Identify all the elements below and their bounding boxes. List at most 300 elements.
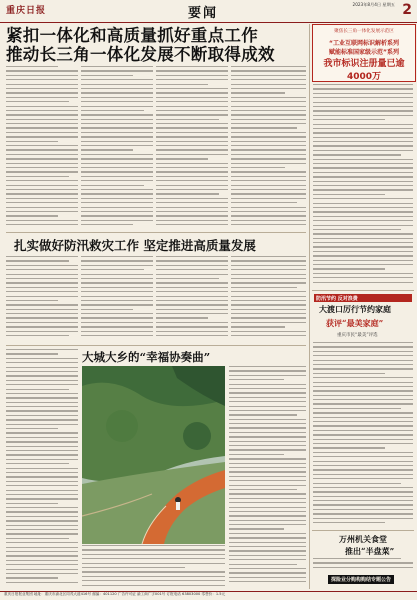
text-line bbox=[6, 291, 78, 292]
text-line bbox=[156, 180, 228, 181]
text-line bbox=[6, 167, 78, 168]
text-line bbox=[6, 141, 58, 142]
text-line bbox=[6, 256, 78, 257]
text-line bbox=[229, 445, 306, 446]
article-text-column bbox=[156, 256, 228, 342]
text-line bbox=[229, 568, 306, 569]
article-text-column bbox=[81, 256, 153, 342]
text-line bbox=[231, 123, 306, 124]
text-line bbox=[6, 573, 78, 574]
text-line bbox=[6, 304, 78, 305]
text-line bbox=[231, 127, 297, 128]
text-line bbox=[313, 185, 413, 186]
text-line bbox=[81, 220, 153, 221]
text-line bbox=[81, 119, 153, 120]
text-line bbox=[313, 447, 385, 448]
text-line bbox=[231, 132, 306, 133]
text-line bbox=[81, 171, 153, 172]
text-line bbox=[313, 172, 413, 173]
text-line bbox=[156, 331, 228, 332]
text-line bbox=[313, 439, 413, 440]
text-line bbox=[313, 282, 413, 283]
frugal-article-title-line1: 大渡口厉行节约家庭 bbox=[319, 304, 391, 314]
text-line bbox=[229, 366, 306, 367]
text-line bbox=[229, 471, 306, 472]
text-line bbox=[229, 449, 306, 450]
text-line bbox=[6, 564, 78, 565]
text-line bbox=[313, 102, 413, 103]
text-line bbox=[156, 300, 228, 301]
text-line bbox=[81, 145, 153, 146]
text-line bbox=[313, 277, 413, 278]
text-line bbox=[6, 582, 78, 583]
text-line bbox=[6, 269, 78, 270]
text-line bbox=[6, 296, 78, 297]
text-line bbox=[6, 569, 78, 570]
text-line bbox=[6, 472, 78, 473]
text-line bbox=[81, 106, 153, 107]
text-line bbox=[229, 577, 306, 578]
text-line bbox=[229, 515, 306, 516]
text-line bbox=[229, 498, 306, 499]
text-line bbox=[6, 309, 78, 310]
text-line bbox=[229, 419, 306, 420]
text-line bbox=[81, 207, 153, 208]
text-line bbox=[156, 141, 228, 142]
text-line bbox=[6, 300, 58, 301]
text-line bbox=[231, 287, 297, 288]
text-line bbox=[156, 207, 228, 208]
text-line bbox=[156, 296, 228, 297]
text-line bbox=[313, 93, 413, 94]
text-line bbox=[6, 331, 78, 332]
text-line bbox=[6, 349, 78, 350]
text-line bbox=[229, 564, 297, 565]
text-line bbox=[313, 558, 401, 559]
text-line bbox=[156, 265, 228, 266]
text-line bbox=[231, 291, 306, 292]
text-line bbox=[6, 176, 69, 177]
text-line bbox=[6, 419, 78, 420]
feature-photo bbox=[82, 366, 225, 544]
text-line bbox=[231, 309, 306, 310]
text-line bbox=[81, 185, 144, 186]
footer-text: 重庆日报报业集团 地址：重庆市渝北区同茂大道416号 邮编：401120 广告许可证 渝工商广字001号 订报电话 63803000 零售价：1.5元 bbox=[4, 592, 226, 596]
text-line bbox=[6, 551, 78, 552]
text-line bbox=[231, 326, 285, 327]
text-line bbox=[6, 516, 78, 517]
text-line bbox=[229, 546, 306, 547]
text-line bbox=[313, 246, 413, 247]
text-line bbox=[229, 485, 306, 486]
text-line bbox=[156, 136, 228, 137]
text-line bbox=[81, 88, 153, 89]
text-line bbox=[6, 84, 78, 85]
text-line bbox=[156, 185, 228, 186]
text-line bbox=[313, 351, 413, 352]
promo-kicker: 聚焦长三角一体化发展示范区 bbox=[334, 29, 394, 34]
text-line bbox=[82, 545, 225, 546]
text-line bbox=[6, 136, 78, 137]
text-line bbox=[81, 269, 144, 270]
article-text-column bbox=[6, 256, 78, 342]
text-line bbox=[231, 101, 306, 102]
text-line bbox=[156, 171, 228, 172]
text-line bbox=[313, 154, 401, 155]
text-line bbox=[81, 256, 153, 257]
text-line bbox=[6, 189, 78, 190]
text-line bbox=[156, 309, 228, 310]
text-line bbox=[6, 149, 78, 150]
text-line bbox=[81, 110, 144, 111]
text-line bbox=[231, 207, 306, 208]
text-line bbox=[6, 97, 78, 98]
text-line bbox=[229, 572, 306, 573]
column-rule bbox=[309, 24, 310, 589]
text-line bbox=[6, 224, 78, 225]
text-line bbox=[82, 563, 225, 564]
text-line bbox=[81, 198, 153, 199]
text-line bbox=[156, 66, 228, 67]
text-line bbox=[156, 97, 228, 98]
text-line bbox=[313, 412, 413, 413]
promo-headline: 我市标识注册量已逾4000万 bbox=[323, 59, 405, 82]
text-line bbox=[229, 493, 306, 494]
text-line bbox=[6, 114, 78, 115]
text-line bbox=[156, 84, 208, 85]
text-line bbox=[156, 220, 228, 221]
text-line bbox=[313, 377, 413, 378]
text-line bbox=[6, 446, 78, 447]
promo-box bbox=[312, 24, 416, 82]
text-line bbox=[231, 149, 306, 150]
text-line bbox=[231, 70, 306, 71]
text-line bbox=[6, 260, 69, 261]
text-line bbox=[81, 335, 153, 336]
text-line bbox=[231, 202, 297, 203]
text-line bbox=[229, 467, 306, 468]
text-line bbox=[6, 367, 78, 368]
text-line bbox=[231, 296, 306, 297]
text-line bbox=[313, 88, 413, 89]
text-line bbox=[229, 458, 306, 459]
text-line bbox=[231, 84, 306, 85]
text-line bbox=[313, 474, 413, 475]
text-line bbox=[81, 180, 153, 181]
text-line bbox=[229, 375, 306, 376]
text-line bbox=[6, 402, 78, 403]
text-line bbox=[6, 459, 78, 460]
text-line bbox=[82, 567, 185, 568]
text-line bbox=[6, 384, 78, 385]
text-line bbox=[313, 233, 413, 234]
text-line bbox=[6, 145, 78, 146]
text-line bbox=[313, 97, 413, 98]
text-line bbox=[231, 215, 306, 216]
text-line bbox=[6, 158, 78, 159]
text-line bbox=[6, 154, 78, 155]
text-line bbox=[6, 75, 78, 76]
text-line bbox=[81, 265, 153, 266]
text-line bbox=[6, 415, 78, 416]
text-line bbox=[229, 414, 297, 415]
text-line bbox=[6, 560, 78, 561]
text-line bbox=[156, 317, 208, 318]
text-line bbox=[81, 75, 133, 76]
text-line bbox=[313, 198, 413, 199]
text-line bbox=[313, 518, 413, 519]
text-line bbox=[231, 331, 306, 332]
text-line bbox=[229, 436, 306, 437]
text-line bbox=[156, 287, 228, 288]
text-line bbox=[229, 388, 306, 389]
text-line bbox=[231, 274, 306, 275]
text-line bbox=[313, 84, 413, 85]
text-line bbox=[229, 406, 306, 407]
text-line bbox=[6, 123, 78, 124]
text-line bbox=[6, 274, 78, 275]
text-line bbox=[82, 585, 225, 586]
text-line bbox=[6, 525, 78, 526]
text-line bbox=[313, 487, 413, 488]
text-line bbox=[81, 136, 153, 137]
text-line bbox=[81, 331, 153, 332]
text-line bbox=[156, 176, 228, 177]
text-line bbox=[6, 207, 78, 208]
text-line bbox=[156, 167, 228, 168]
text-line bbox=[313, 216, 413, 217]
text-line bbox=[6, 358, 78, 359]
text-line bbox=[6, 450, 78, 451]
text-line bbox=[81, 193, 153, 194]
text-line bbox=[156, 326, 228, 327]
text-line bbox=[313, 132, 413, 133]
text-line bbox=[229, 581, 306, 582]
text-line bbox=[231, 317, 306, 318]
text-line bbox=[231, 154, 306, 155]
text-line bbox=[313, 145, 413, 146]
text-line bbox=[6, 485, 78, 486]
text-line bbox=[156, 304, 228, 305]
text-line bbox=[156, 313, 228, 314]
text-line bbox=[313, 242, 413, 243]
text-line bbox=[229, 432, 306, 433]
text-line bbox=[81, 287, 153, 288]
text-line bbox=[313, 268, 385, 269]
page-number: 2 bbox=[402, 2, 412, 18]
text-line bbox=[6, 547, 78, 548]
text-line bbox=[313, 255, 413, 256]
text-line bbox=[81, 158, 153, 159]
text-line bbox=[81, 101, 153, 102]
text-line bbox=[313, 110, 413, 111]
text-line bbox=[229, 524, 306, 525]
text-line bbox=[231, 114, 306, 115]
article-text-column bbox=[6, 349, 78, 587]
text-line bbox=[6, 101, 69, 102]
photo-caption-and-text bbox=[82, 545, 225, 589]
section-divider bbox=[6, 345, 306, 346]
text-line bbox=[81, 260, 153, 261]
text-line bbox=[313, 469, 413, 470]
text-line bbox=[6, 92, 78, 93]
text-line bbox=[6, 132, 78, 133]
text-line bbox=[313, 181, 413, 182]
text-line bbox=[313, 417, 413, 418]
text-line bbox=[6, 211, 78, 212]
text-line bbox=[6, 437, 78, 438]
text-line bbox=[81, 224, 133, 225]
text-line bbox=[81, 215, 153, 216]
text-line bbox=[6, 542, 78, 543]
text-line bbox=[313, 513, 413, 514]
promo-line2: 赋能标准国家级示范”系列 bbox=[329, 49, 399, 56]
main-headline-line1: 紧扣一体化和高质量抓好重点工作 bbox=[6, 26, 258, 45]
text-line bbox=[6, 424, 78, 425]
text-line bbox=[6, 313, 78, 314]
text-line bbox=[229, 410, 306, 411]
text-line bbox=[231, 304, 306, 305]
text-line bbox=[6, 454, 78, 455]
text-line bbox=[229, 537, 306, 538]
text-line bbox=[229, 463, 306, 464]
text-line bbox=[313, 390, 413, 391]
text-line bbox=[81, 84, 153, 85]
text-line bbox=[231, 110, 306, 111]
text-line bbox=[313, 137, 413, 138]
city-feature-title: 大城大乡的“幸福协奏曲” bbox=[82, 350, 211, 364]
text-line bbox=[229, 528, 284, 529]
text-line bbox=[231, 141, 306, 142]
text-line bbox=[231, 158, 306, 159]
text-line bbox=[156, 101, 228, 102]
text-line bbox=[313, 220, 413, 221]
text-line bbox=[229, 370, 306, 371]
text-line bbox=[231, 211, 306, 212]
wanzhou-article-title-line2: 推出“半盘菜” bbox=[345, 546, 395, 556]
text-line bbox=[313, 225, 413, 226]
text-line bbox=[156, 282, 228, 283]
text-line bbox=[231, 335, 306, 336]
text-line bbox=[6, 119, 78, 120]
text-line bbox=[81, 278, 153, 279]
text-line bbox=[231, 75, 306, 76]
text-line bbox=[313, 461, 413, 462]
text-line bbox=[313, 478, 413, 479]
text-line bbox=[313, 364, 413, 365]
text-line bbox=[81, 296, 153, 297]
text-line bbox=[6, 202, 78, 203]
text-line bbox=[313, 491, 413, 492]
text-line bbox=[313, 355, 413, 356]
text-line bbox=[81, 97, 153, 98]
text-line bbox=[6, 215, 58, 216]
text-line bbox=[156, 211, 228, 212]
date-info: 2023年8月4日 星期五 bbox=[352, 2, 395, 7]
text-line bbox=[313, 238, 413, 239]
text-line bbox=[6, 163, 78, 164]
text-line bbox=[6, 362, 78, 363]
text-line bbox=[313, 504, 413, 505]
text-line bbox=[6, 481, 78, 482]
text-line bbox=[229, 454, 284, 455]
text-line bbox=[6, 490, 78, 491]
text-line bbox=[231, 265, 306, 266]
text-line bbox=[229, 423, 306, 424]
text-line bbox=[156, 127, 228, 128]
text-line bbox=[229, 507, 306, 508]
text-line bbox=[6, 70, 78, 71]
text-line bbox=[313, 430, 413, 431]
article-text-column bbox=[313, 342, 413, 528]
text-line bbox=[229, 550, 306, 551]
text-line bbox=[6, 282, 78, 283]
masthead bbox=[0, 0, 417, 23]
text-line bbox=[6, 127, 78, 128]
text-line bbox=[6, 494, 78, 495]
text-line bbox=[229, 427, 306, 428]
text-line bbox=[231, 106, 306, 107]
text-line bbox=[313, 408, 401, 409]
text-line bbox=[229, 379, 284, 380]
text-line bbox=[81, 274, 153, 275]
text-line bbox=[231, 136, 306, 137]
text-line bbox=[81, 176, 153, 177]
text-line bbox=[6, 520, 78, 521]
text-line bbox=[313, 562, 413, 563]
text-line bbox=[156, 119, 219, 120]
article-text-column bbox=[156, 66, 228, 229]
text-line bbox=[313, 163, 413, 164]
text-line bbox=[313, 496, 413, 497]
text-line bbox=[81, 282, 153, 283]
text-line bbox=[6, 441, 78, 442]
text-line bbox=[313, 167, 413, 168]
text-line bbox=[6, 79, 78, 80]
text-line bbox=[313, 115, 413, 116]
text-line bbox=[229, 441, 306, 442]
text-line bbox=[313, 229, 401, 230]
text-line bbox=[6, 406, 78, 407]
text-line bbox=[313, 260, 413, 261]
text-line bbox=[156, 154, 228, 155]
text-line bbox=[81, 202, 153, 203]
text-line bbox=[229, 559, 306, 560]
text-line bbox=[313, 264, 413, 265]
text-line bbox=[231, 180, 306, 181]
text-line bbox=[6, 375, 78, 376]
text-line bbox=[231, 269, 306, 270]
text-line bbox=[6, 555, 78, 556]
text-line bbox=[156, 291, 228, 292]
text-line bbox=[229, 476, 306, 477]
riverside-path-photo bbox=[82, 366, 225, 544]
text-line bbox=[313, 425, 413, 426]
text-line bbox=[231, 193, 306, 194]
text-line bbox=[6, 468, 78, 469]
section-title: 要闻 bbox=[188, 6, 219, 21]
section-divider bbox=[6, 232, 306, 233]
text-line bbox=[313, 483, 401, 484]
text-line bbox=[6, 393, 78, 394]
notice-title: 探险业分购构购结专题公告 bbox=[328, 575, 394, 584]
text-line bbox=[81, 163, 153, 164]
text-line bbox=[6, 88, 78, 89]
text-line bbox=[156, 163, 228, 164]
text-line bbox=[229, 542, 306, 543]
text-line bbox=[231, 88, 306, 89]
text-line bbox=[156, 202, 228, 203]
